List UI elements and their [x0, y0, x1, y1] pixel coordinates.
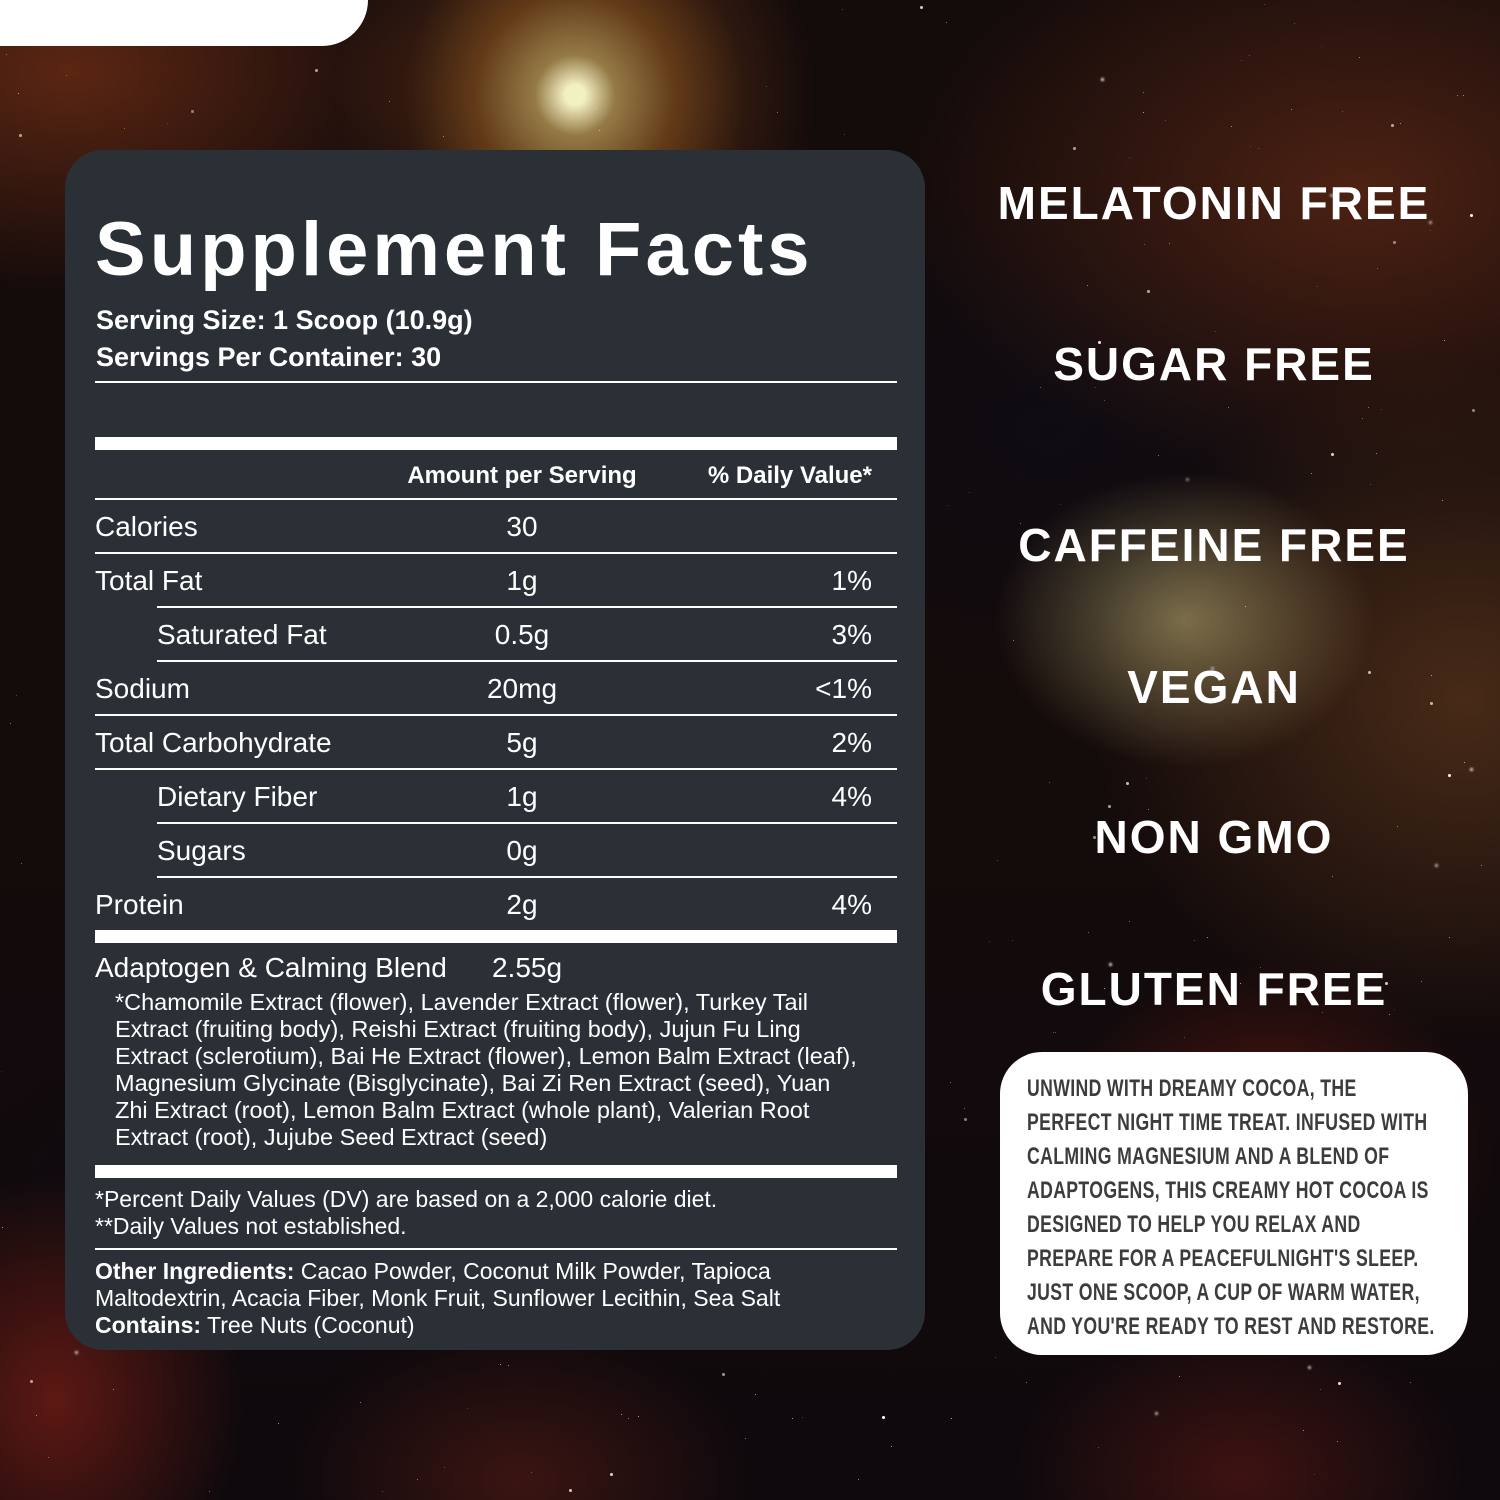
blend-ingredients: *Chamomile Extract (flower), Lavender Extract (flower), Turkey Tail Extract (fruiting body), Reishi Extract (fruiting body), Jujun Fu Ling Extract (sclerotium), Bai He Extract (flower), Lemon Balm Extract (leaf), Magnesium Glycinate (Bisglycinate), Bai Zi Ren Extract (seed), Yuan Zhi Extract (root), Lemon Balm Extract (whole plant), Valerian Root Extract (root), Jujube Seed Extract (seed) [115, 989, 857, 1150]
claim-sugar-free: SUGAR FREE [1053, 338, 1375, 390]
nutrient-dv: 4% [831, 889, 872, 920]
table-row [95, 554, 897, 606]
table-row [95, 878, 897, 930]
claim-vegan: VEGAN [1127, 661, 1301, 713]
other-ingredients-list: Cacao Powder, Coconut Milk Powder, Tapioca Maltodextrin, Acacia Fiber, Monk Fruit, Sunflower Lecithin, Sea Salt [95, 1258, 781, 1311]
nutrient-amount: 0.5g [494, 619, 550, 650]
nutrient-dv: 1% [831, 565, 872, 596]
supplement-facts-panel [65, 150, 925, 1350]
nutrient-label: Sodium [95, 673, 190, 704]
thick-divider [95, 930, 897, 943]
table-row [95, 824, 897, 876]
table-row [95, 662, 897, 714]
description-text: UNWIND WITH DREAMY COCOA, THE PERFECT NIGHT TIME TREAT. INFUSED WITH CALMING MAGNESIUM AND A BLEND OF ADAPTOGENS, THIS CREAMY HOT COCOA IS DESIGNED TO HELP YOU RELAX AND PREPARE FOR A PEACEFULNIGHT'S SLEEP. JUST ONE SCOOP, A CUP OF WARM WATER, AND YOU'RE READY TO REST AND RESTORE. [1027, 1075, 1435, 1340]
divider [95, 381, 897, 383]
nutrient-label: Saturated Fat [157, 619, 327, 650]
claim-gluten-free: GLUTEN FREE [1040, 963, 1388, 1015]
nutrient-amount: 5g [506, 727, 538, 758]
table-row [95, 500, 897, 552]
nutrient-label: Calories [95, 511, 198, 542]
contains-label: Contains: [95, 1312, 202, 1338]
column-header-amount: Amount per Serving [407, 462, 637, 489]
nutrient-dv: 2% [831, 727, 872, 758]
nutrient-dv: <1% [815, 673, 872, 704]
blend-amount: 2.55g [491, 952, 563, 983]
panel-title: Supplement Facts [95, 207, 814, 292]
nutrient-label: Total Fat [95, 565, 203, 596]
nutrient-amount: 1g [506, 781, 538, 812]
table-row [95, 608, 897, 660]
nutrient-amount: 2g [506, 889, 538, 920]
claim-melatonin-free: MELATONIN FREE [997, 177, 1431, 229]
blend-row [95, 943, 897, 989]
nutrient-label: Protein [95, 889, 184, 920]
column-header-dv: % Daily Value* [707, 462, 872, 489]
blend-label: Adaptogen & Calming Blend [95, 952, 447, 983]
top-corner-shape [0, 0, 368, 46]
footnote-not-established: **Daily Values not established. [95, 1213, 407, 1239]
claim-caffeine-free: CAFFEINE FREE [1018, 519, 1410, 571]
nutrient-amount: 20mg [486, 673, 558, 704]
nutrient-amount: 0g [506, 835, 538, 866]
table-row [95, 770, 897, 822]
other-ingredients-label: Other Ingredients: [95, 1258, 295, 1284]
nutrient-label: Dietary Fiber [157, 781, 318, 812]
claim-non-gmo: NON GMO [1094, 811, 1334, 863]
description-card [1000, 1052, 1468, 1355]
servings-per-container: Servings Per Container: 30 [96, 342, 442, 372]
nutrient-amount: 1g [506, 565, 538, 596]
divider [95, 1248, 897, 1250]
thick-divider [95, 1165, 897, 1178]
nutrient-label: Total Carbohydrate [95, 727, 332, 758]
nutrient-label: Sugars [157, 835, 246, 866]
serving-size: Serving Size: 1 Scoop (10.9g) [96, 305, 473, 335]
footnote-dv: *Percent Daily Values (DV) are based on a 2,000 calorie diet. [95, 1186, 718, 1212]
footnotes [95, 1186, 897, 1240]
table-row [95, 716, 897, 768]
table-header-row [95, 450, 897, 498]
nutrient-dv: 3% [831, 619, 872, 650]
contains-list: Tree Nuts (Coconut) [201, 1312, 415, 1338]
nutrient-dv: 4% [831, 781, 872, 812]
nutrient-amount: 30 [506, 511, 538, 542]
nutrition-table [95, 437, 897, 1339]
thick-divider [95, 437, 897, 450]
other-ingredients [95, 1258, 855, 1339]
